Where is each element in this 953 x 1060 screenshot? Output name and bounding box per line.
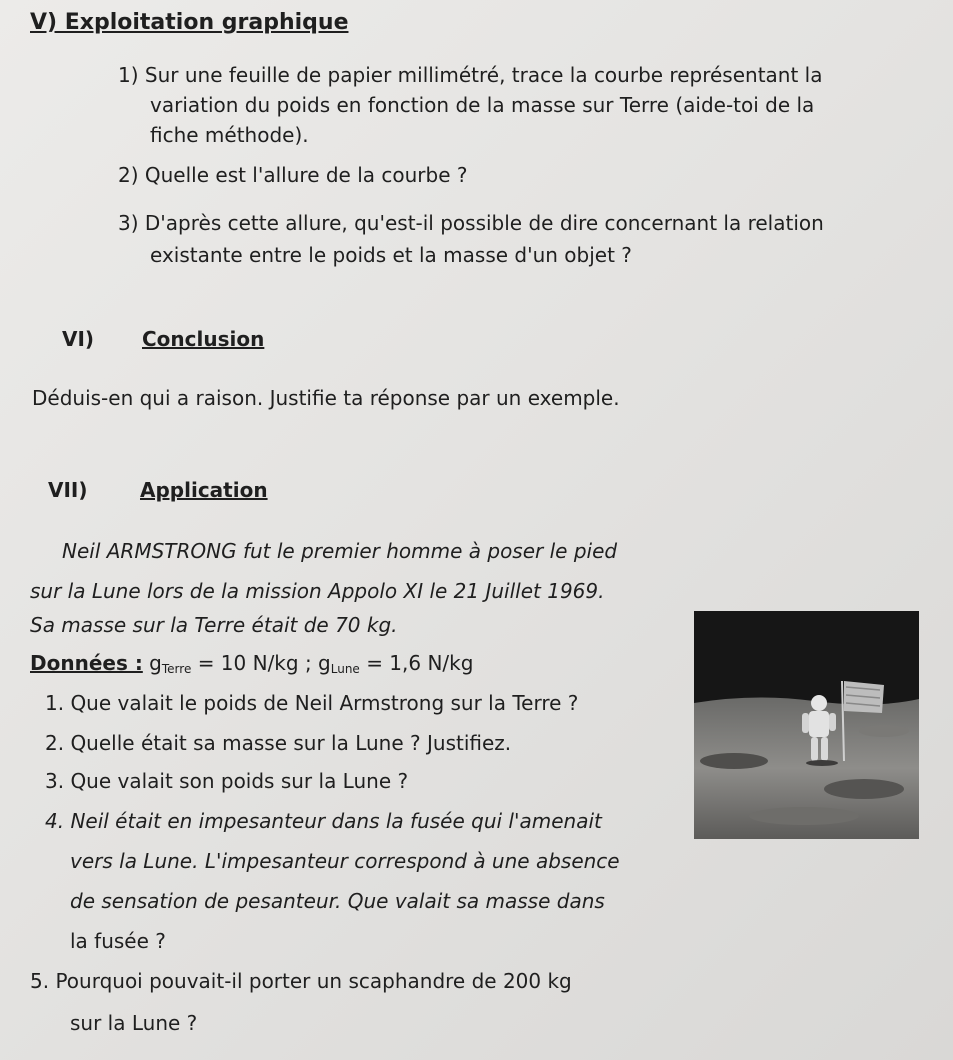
application-intro-line3: Sa masse sur la Terre était de 70 kg. (30, 613, 398, 637)
application-q1: 1. Que valait le poids de Neil Armstrong sur la Terre ? (45, 691, 579, 715)
application-q4-line3: de sensation de pesanteur. Que valait sa masse dans (70, 889, 605, 913)
moon-landing-photo (694, 611, 919, 839)
section-vi-number: VI) (62, 327, 95, 351)
g-lune-symbol: g (318, 651, 331, 675)
section-v-q3-line1: 3) D'après cette allure, qu'est-il possible de dire concernant la relation (118, 211, 824, 235)
section-vi-text: Déduis-en qui a raison. Justifie ta réponse par un exemple. (32, 386, 620, 410)
donnees-line (30, 650, 473, 682)
g-lune-value: = 1,6 N/kg (366, 651, 474, 675)
application-q5-line2: sur la Lune ? (70, 1011, 198, 1035)
section-v-q1-line1: 1) Sur une feuille de papier millimétré, trace la courbe représentant la (118, 63, 823, 87)
application-q5-line1: 5. Pourquoi pouvait-il porter un scaphandre de 200 kg (30, 969, 572, 993)
donnees-label: Données : (30, 651, 143, 675)
lune-subscript: Lune (330, 662, 360, 676)
section-v-heading (30, 10, 348, 36)
terre-subscript: Terre (161, 662, 192, 676)
application-q3: 3. Que valait son poids sur la Lune ? (45, 769, 409, 793)
section-vi-title: Conclusion (142, 327, 265, 351)
moon-landing-illustration (694, 611, 919, 839)
section-v-q1-line3: fiche méthode). (150, 123, 309, 147)
g-terre-symbol: g (149, 651, 162, 675)
application-intro-line2: sur la Lune lors de la mission Appolo XI le 21 Juillet 1969. (30, 579, 605, 603)
section-vii-number: VII) (48, 478, 88, 502)
application-intro-line1: Neil ARMSTRONG fut le premier homme à poser le pied (62, 539, 618, 563)
application-q2: 2. Quelle était sa masse sur la Lune ? Justifiez. (45, 731, 512, 755)
section-v-q2: 2) Quelle est l'allure de la courbe ? (118, 163, 468, 187)
g-terre-value: = 10 N/kg ; (197, 651, 312, 675)
section-vii-title: Application (140, 478, 268, 502)
section-v-q3-line2: existante entre le poids et la masse d'un objet ? (150, 243, 632, 267)
application-q4-line2: vers la Lune. L'impesanteur correspond à une absence (70, 849, 620, 873)
application-q4-line4: la fusée ? (70, 929, 166, 953)
section-v-q1-line2: variation du poids en fonction de la masse sur Terre (aide-toi de la (150, 93, 815, 117)
section-v-heading-text: V) Exploitation graphique (30, 10, 349, 35)
application-q4-line1: 4. Neil était en impesanteur dans la fusée qui l'amenait (45, 809, 602, 833)
